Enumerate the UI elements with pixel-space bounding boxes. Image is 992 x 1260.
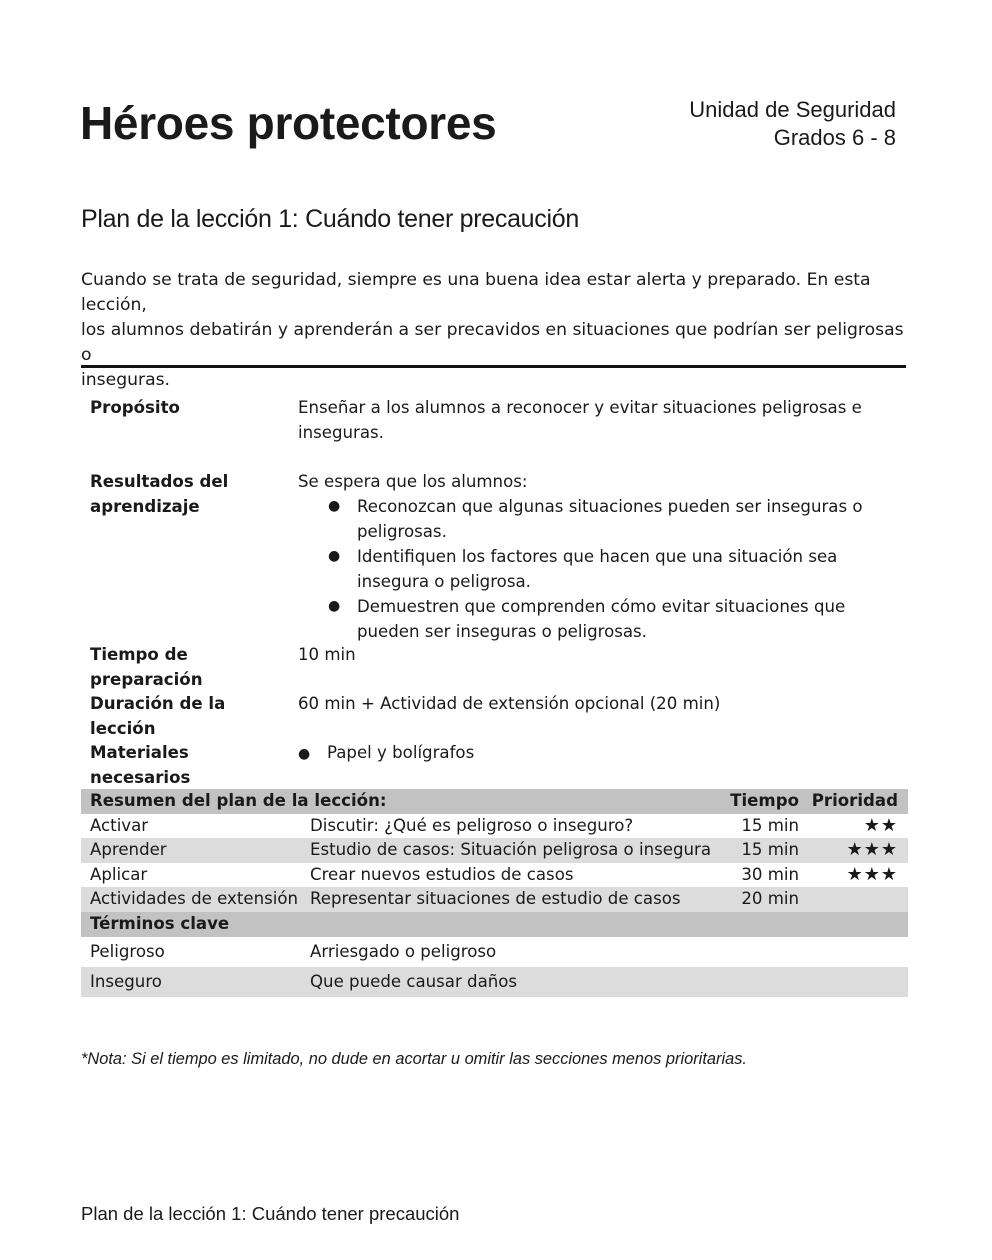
time-cell: 15 min	[741, 840, 799, 860]
activity-cell: Representar situaciones de estudio de casos	[310, 889, 681, 909]
table-row	[81, 967, 908, 997]
phase-cell: Activar	[90, 815, 149, 835]
time-cell: 30 min	[741, 864, 799, 884]
outcomes-label-line: aprendizaje	[90, 497, 200, 516]
list-item	[357, 594, 878, 644]
outcomes-label-line: Resultados del	[90, 472, 229, 491]
list-item-line: ● Reconozcan que algunas situaciones pueden ser inseguras o	[357, 497, 863, 516]
outcomes-label	[90, 469, 290, 519]
activity-cell: Estudio de casos: Situación peligrosa o insegura	[310, 840, 711, 860]
table-row	[81, 863, 908, 888]
outcomes-intro: Se espera que los alumnos:	[298, 472, 528, 491]
term-cell: Peligroso	[90, 941, 165, 961]
intro-line: Cuando se trata de seguridad, siempre es una buena idea estar alerta y preparado. En esta lección,	[81, 270, 871, 315]
bullet: ●	[298, 746, 311, 762]
grade-range: Grados 6 - 8	[773, 125, 896, 150]
priority-stars: ★★★	[846, 863, 898, 885]
duration-value: 60 min + Actividad de extensión opcional (20 min)	[298, 694, 721, 713]
table-row	[81, 887, 908, 912]
table-row	[81, 838, 908, 863]
unit-info	[689, 96, 896, 152]
lesson-intro	[81, 268, 911, 393]
priority-stars: ★★	[863, 814, 898, 836]
definition-cell: Arriesgado o peligroso	[310, 941, 497, 961]
lesson-summary-table	[81, 789, 908, 997]
list-item-line: ● Demuestren que comprenden cómo evitar situaciones que	[357, 597, 846, 616]
time-note: *Nota: Si el tiempo es limitado, no dude en acortar u omitir las secciones menos prioritarias.	[81, 1050, 747, 1068]
list-item-line: peligrosas.	[357, 522, 447, 541]
outcomes-list	[298, 494, 878, 644]
list-item	[357, 544, 878, 594]
prep-value: 10 min	[298, 645, 356, 664]
lesson-subtitle: Plan de la lección 1: Cuándo tener precaución	[81, 205, 579, 233]
summary-header: Resumen del plan de la lección:	[90, 791, 387, 810]
terms-header: Términos clave	[90, 913, 230, 933]
term-cell: Inseguro	[90, 971, 162, 991]
definition-cell: Que puede causar daños	[310, 971, 518, 991]
priority-header: Prioridad	[811, 791, 898, 810]
section-divider	[81, 365, 906, 368]
priority-stars: ★★★	[846, 839, 898, 861]
material-item: Papel y bolígrafos	[327, 743, 475, 762]
terms-header-row	[81, 912, 908, 937]
time-cell: 15 min	[741, 815, 799, 835]
purpose-label: Propósito	[90, 398, 180, 417]
table-header-row	[81, 789, 908, 814]
purpose-value	[298, 395, 878, 445]
phase-cell: Aplicar	[90, 864, 148, 884]
phase-cell: Actividades de extensión	[90, 889, 299, 909]
time-header: Tiempo	[730, 791, 799, 810]
table-row	[81, 814, 908, 839]
page-title: Héroes protectores	[80, 97, 497, 149]
list-item	[357, 494, 878, 544]
time-cell: 20 min	[741, 889, 799, 909]
prep-label	[90, 642, 290, 692]
unit-name: Unidad de Seguridad	[689, 97, 896, 122]
page-footer: Plan de la lección 1: Cuándo tener precaución	[81, 1203, 460, 1224]
intro-line: inseguras.	[81, 370, 171, 390]
purpose-line: Enseñar a los alumnos a reconocer y evitar situaciones peligrosas e	[298, 398, 862, 417]
phase-cell: Aprender	[90, 840, 167, 860]
materials-value	[298, 740, 878, 767]
list-item-line: ● Identifiquen los factores que hacen que una situación sea	[357, 547, 838, 566]
outcomes-value	[298, 469, 878, 644]
intro-line: los alumnos debatirán y aprenderán a ser precavidos en situaciones que podrían ser peligrosas o	[81, 320, 904, 365]
list-item-line: pueden ser inseguras o peligrosas.	[357, 622, 647, 641]
prep-label-line: Tiempo de	[90, 645, 188, 664]
prep-label-line: preparación	[90, 670, 203, 689]
activity-cell: Discutir: ¿Qué es peligroso o inseguro?	[310, 815, 634, 835]
materials-label: Materiales necesarios	[90, 743, 191, 787]
purpose-line: inseguras.	[298, 423, 384, 442]
list-item-line: insegura o peligrosa.	[357, 572, 531, 591]
activity-cell: Crear nuevos estudios de casos	[310, 864, 574, 884]
duration-label: Duración de la lección	[90, 694, 226, 738]
table-row	[81, 937, 908, 967]
